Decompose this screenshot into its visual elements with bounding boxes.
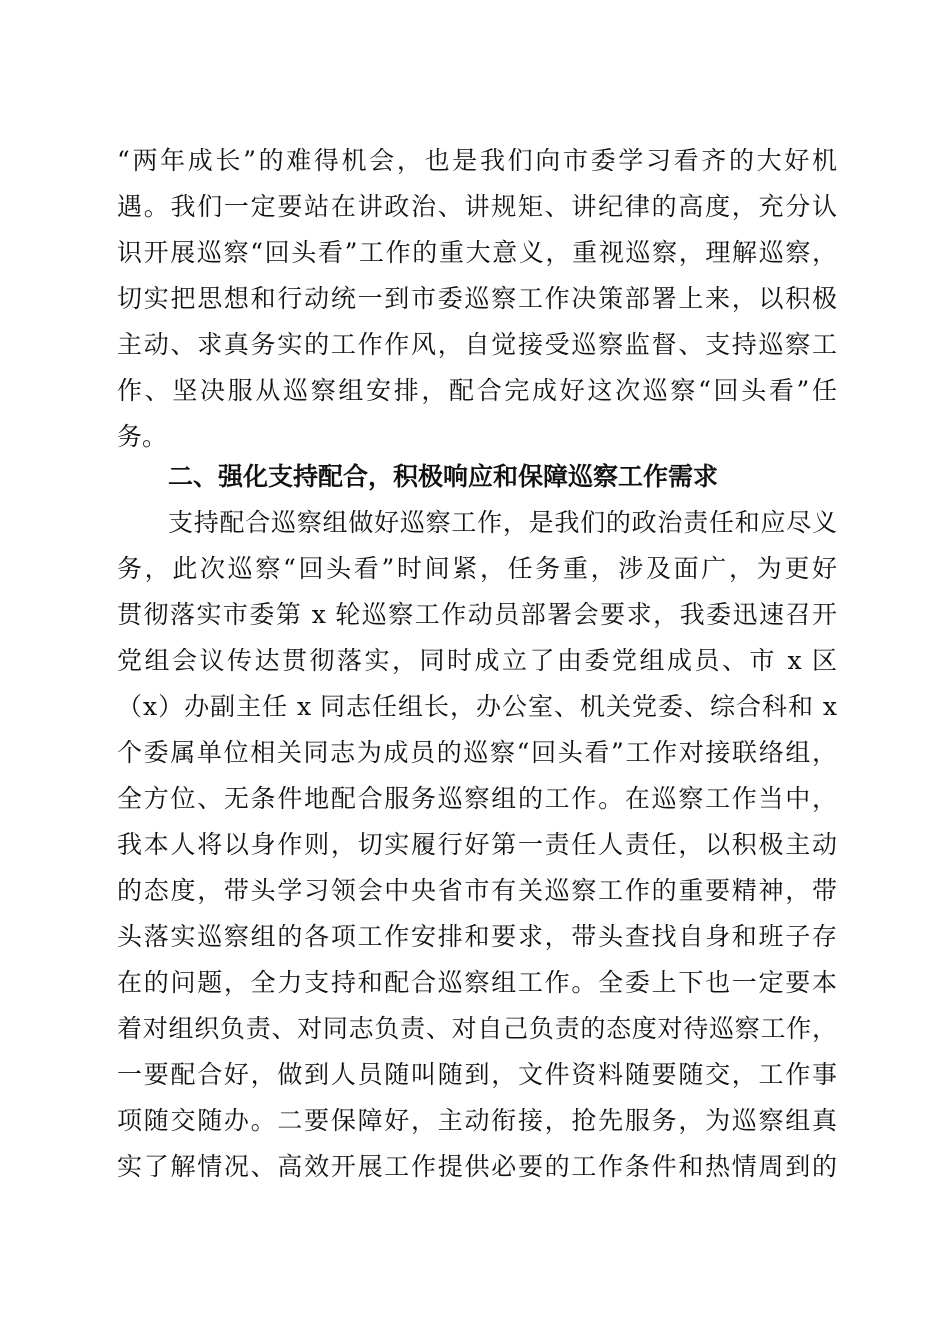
- paragraph-line: 识开展巡察“回头看”工作的重大意义，重视巡察，理解巡察，: [117, 238, 837, 267]
- paragraph-line: 一要配合好，做到人员随叫随到，文件资料随要随交，工作事: [117, 1060, 837, 1089]
- paragraph-line: 作、坚决服从巡察组安排，配合完成好这次巡察“回头看”任: [117, 376, 837, 405]
- paragraph-line: 项随交随办。二要保障好，主动衔接，抢先服务，为巡察组真: [117, 1106, 837, 1135]
- paragraph-line: 实了解情况、高效开展工作提供必要的工作条件和热情周到的: [117, 1152, 837, 1181]
- paragraph-line: 个委属单位相关同志为成员的巡察“回头看”工作对接联络组，: [117, 738, 837, 767]
- paragraph-line: 全方位、无条件地配合服务巡察组的工作。在巡察工作当中，: [117, 784, 837, 813]
- paragraph-line: 主动、求真务实的工作作风，自觉接受巡察监督、支持巡察工: [117, 330, 837, 359]
- paragraph-line: 务，此次巡察“回头看”时间紧，任务重，涉及面广，为更好: [117, 554, 837, 583]
- paragraph-line: “两年成长”的难得机会，也是我们向市委学习看齐的大好机: [117, 146, 837, 175]
- paragraph-line: 切实把思想和行动统一到市委巡察工作决策部署上来，以积极: [117, 284, 837, 313]
- paragraph-line: 着对组织负责、对同志负责、对自己负责的态度对待巡察工作，: [117, 1014, 837, 1043]
- paragraph-line: 贯彻落实市委第 x 轮巡察工作动员部署会要求，我委迅速召开: [117, 600, 837, 629]
- paragraph-line: 支持配合巡察组做好巡察工作，是我们的政治责任和应尽义: [168, 508, 837, 537]
- paragraph-line: 的态度，带头学习领会中央省市有关巡察工作的重要精神，带: [117, 876, 837, 905]
- section-heading: 二、强化支持配合，积极响应和保障巡察工作需求: [168, 462, 719, 491]
- paragraph-line: 头落实巡察组的各项工作安排和要求，带头查找自身和班子存: [117, 922, 837, 951]
- paragraph-line: 在的问题，全力支持和配合巡察组工作。全委上下也一定要本: [117, 968, 837, 997]
- paragraph-line: （x）办副主任 x 同志任组长，办公室、机关党委、综合科和 x: [117, 692, 837, 721]
- paragraph-line: 党组会议传达贯彻落实，同时成立了由委党组成员、市 x 区: [117, 646, 837, 675]
- paragraph-line: 我本人将以身作则，切实履行好第一责任人责任，以积极主动: [117, 830, 837, 859]
- paragraph-line: 务。: [117, 422, 168, 451]
- paragraph-line: 遇。我们一定要站在讲政治、讲规矩、讲纪律的高度，充分认: [117, 192, 837, 221]
